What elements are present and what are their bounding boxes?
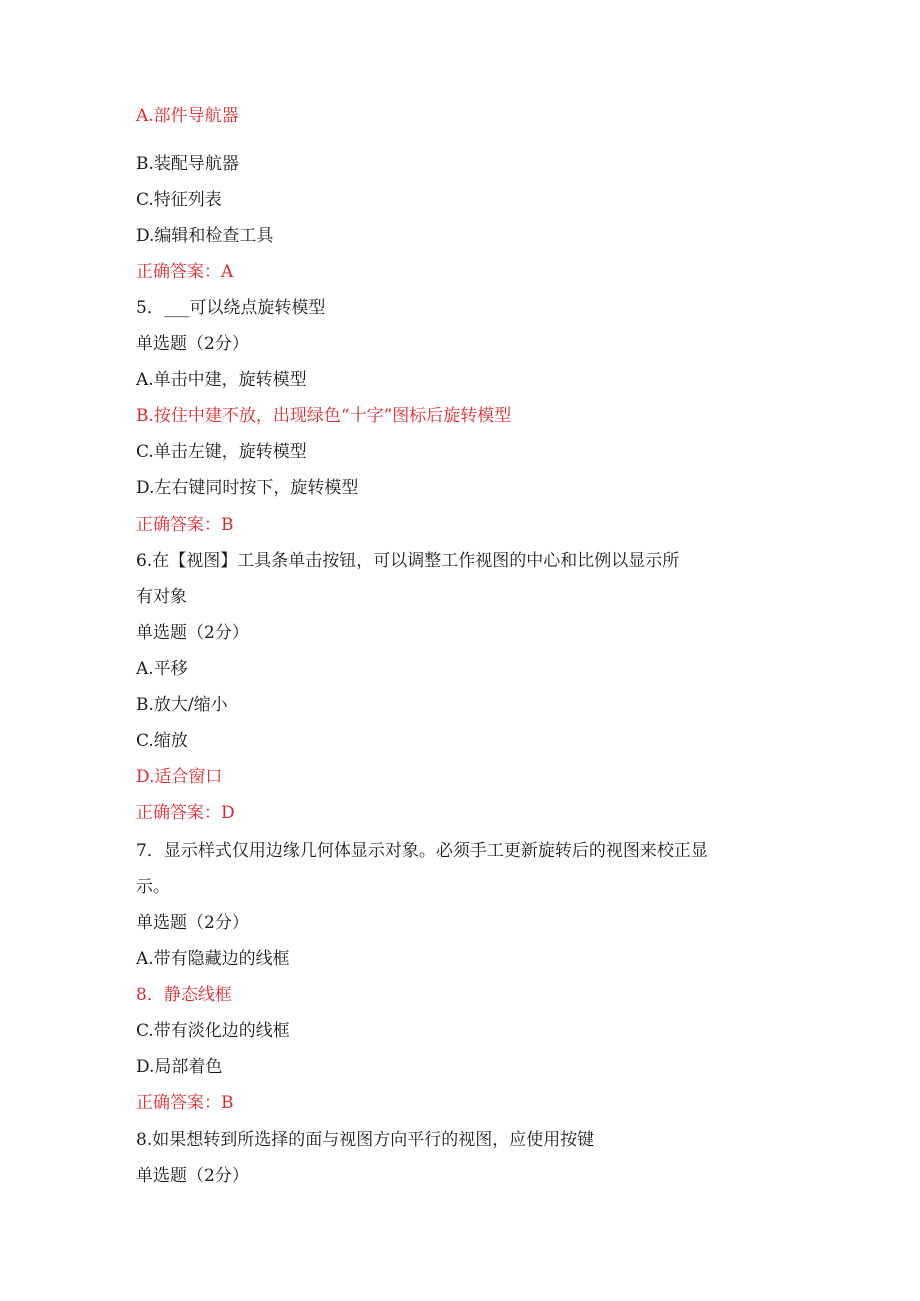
option-d: D.左右键同时按下，旋转模型 xyxy=(136,478,359,498)
option-c: C.缩放 xyxy=(136,731,188,751)
question-5: 5．___可以绕点旋转模型 xyxy=(136,298,326,318)
option-b: B.放大/缩小 xyxy=(136,695,228,715)
question-8: 8.如果想转到所选择的面与视图方向平行的视图，应使用按键 xyxy=(136,1130,595,1150)
option-b: B.按住中建不放，出现绿色“十字”图标后旋转模型 xyxy=(136,406,512,426)
option-c: C.单击左键，旋转模型 xyxy=(136,442,307,462)
question-7-continued: 示。 xyxy=(136,877,170,897)
option-d: D.局部着色 xyxy=(136,1057,223,1077)
correct-answer: 正确答案：D xyxy=(136,803,235,823)
option-a: A.部件导航器 xyxy=(136,106,239,126)
option-b: 8．静态线框 xyxy=(136,985,232,1005)
option-a: A.带有隐藏边的线框 xyxy=(136,949,290,969)
question-7: 7．显示样式仅用边缘几何体显示对象。必须手工更新旋转后的视图来校正显 xyxy=(136,841,708,861)
question-6: 6.在【视图】工具条单击按钮，可以调整工作视图的中心和比例以显示所 xyxy=(136,551,680,571)
option-c: C.带有淡化边的线框 xyxy=(136,1021,290,1041)
question-type: 单选题（2分） xyxy=(136,1166,249,1186)
question-type: 单选题（2分） xyxy=(136,334,249,354)
question-6-continued: 有对象 xyxy=(136,587,187,607)
correct-answer: 正确答案：B xyxy=(136,1093,234,1113)
question-type: 单选题（2分） xyxy=(136,913,249,933)
option-c: C.特征列表 xyxy=(136,190,222,210)
option-a: A.单击中建，旋转模型 xyxy=(136,370,307,390)
option-b: B.装配导航器 xyxy=(136,154,239,174)
option-d: D.适合窗口 xyxy=(136,767,223,787)
correct-answer: 正确答案：A xyxy=(136,262,234,282)
correct-answer: 正确答案：B xyxy=(136,515,234,535)
option-a: A.平移 xyxy=(136,659,188,679)
option-d: D.编辑和检查工具 xyxy=(136,226,274,246)
question-type: 单选题（2分） xyxy=(136,623,249,643)
